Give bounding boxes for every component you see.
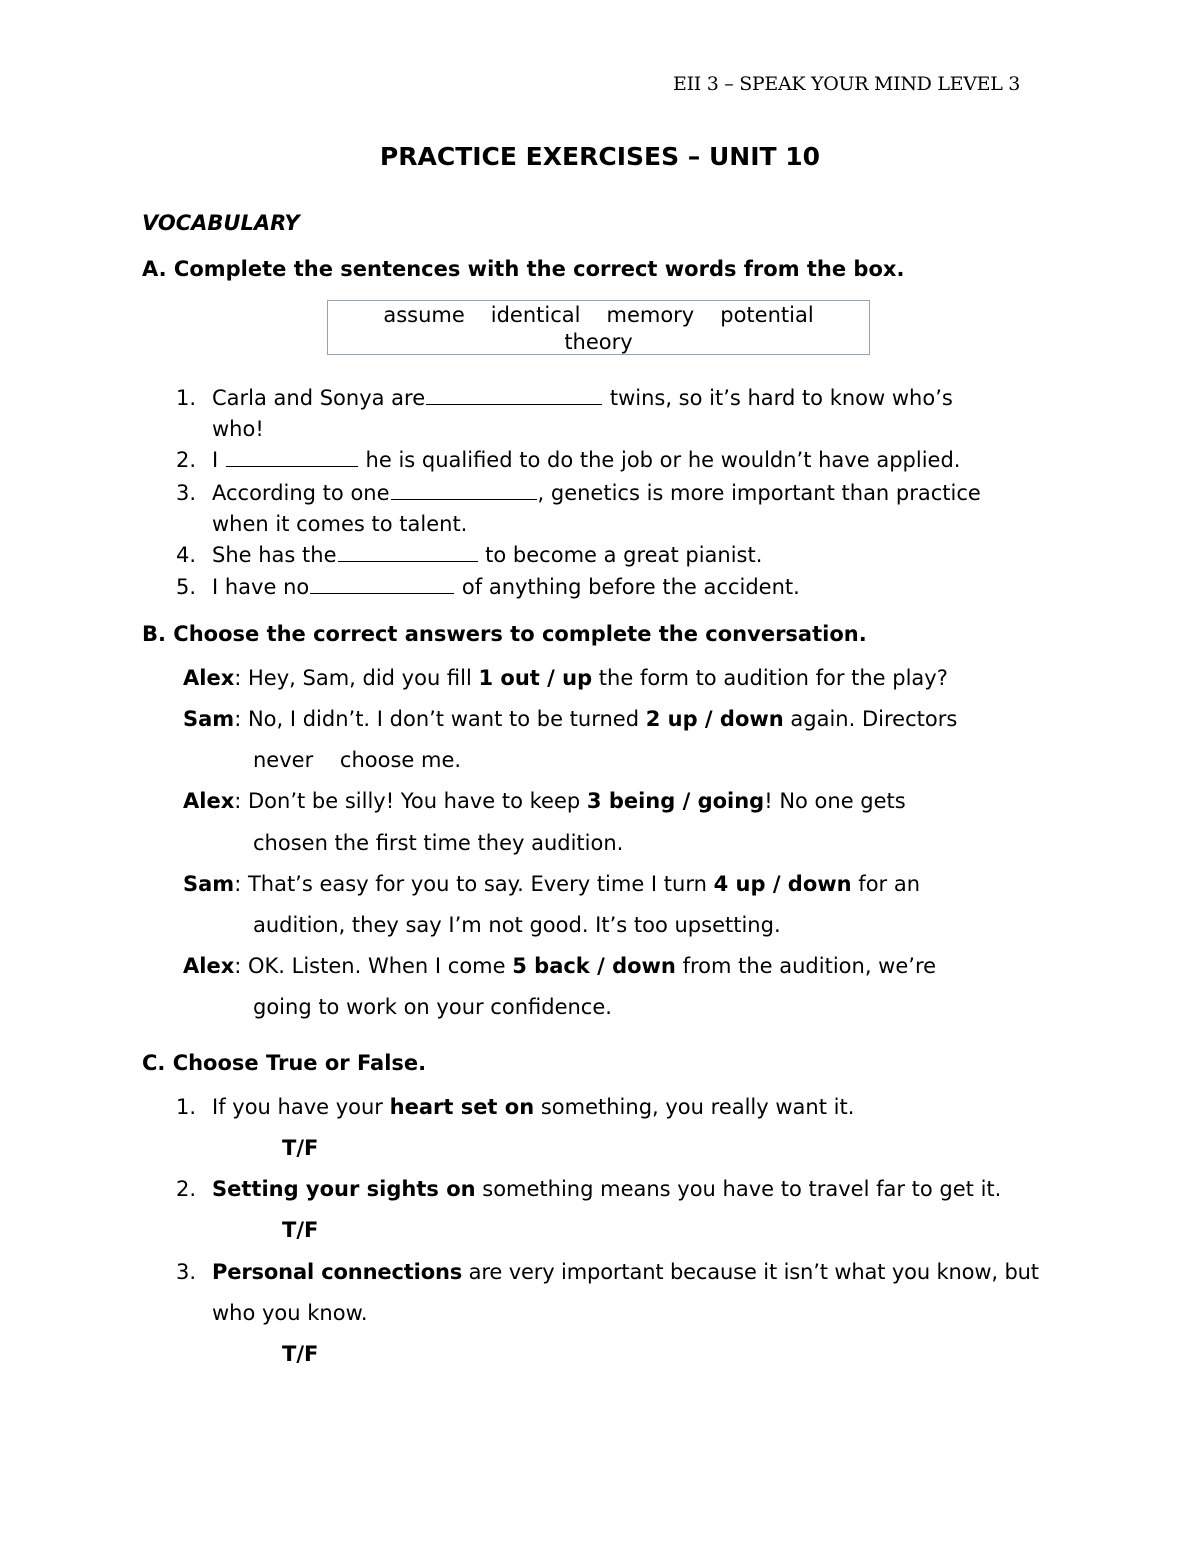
answer-choice[interactable]: 3 being / going xyxy=(586,789,765,813)
dialogue-line: Sam: That’s easy for you to say. Every time I turn 4 up / down for an xyxy=(183,872,921,896)
answer-blank[interactable] xyxy=(338,560,478,562)
speaker-name: Sam xyxy=(183,707,235,731)
section-c-heading: C. Choose True or False. xyxy=(142,1051,427,1075)
item-number: 3. xyxy=(176,481,197,505)
dialogue-continuation: never choose me. xyxy=(253,748,462,772)
list-item: She has the to become a great pianist. xyxy=(212,543,763,567)
speaker-name: Alex xyxy=(183,789,235,813)
dialogue-line: Alex: Hey, Sam, did you fill 1 out / up the form to audition for the play? xyxy=(183,666,948,690)
item-number: 2. xyxy=(176,448,197,472)
list-item: I have no of anything before the accident. xyxy=(212,575,800,599)
item-number: 4. xyxy=(176,543,197,567)
item-number: 2. xyxy=(176,1177,197,1201)
page-title: PRACTICE EXERCISES – UNIT 10 xyxy=(379,142,821,171)
answer-blank[interactable] xyxy=(310,592,454,594)
speaker-name: Alex xyxy=(183,954,235,978)
answer-choice[interactable]: 1 out / up xyxy=(478,666,593,690)
word-memory: memory xyxy=(606,303,695,327)
list-item: According to one , genetics is more important than practice xyxy=(212,481,981,505)
word-theory: theory xyxy=(564,330,633,354)
item-number: 1. xyxy=(176,386,197,410)
answer-blank[interactable] xyxy=(391,498,537,500)
list-item: Personal connections are very important because it isn’t what you know, but xyxy=(212,1260,1039,1284)
dialogue-continuation: chosen the first time they audition. xyxy=(253,831,624,855)
item-number: 3. xyxy=(176,1260,197,1284)
item-number: 1. xyxy=(176,1095,197,1119)
speaker-name: Alex xyxy=(183,666,235,690)
dialogue-line: Alex: Don’t be silly! You have to keep 3 being / going! No one gets xyxy=(183,789,906,813)
word-identical: identical xyxy=(490,303,581,327)
page-header: EII 3 – SPEAK YOUR MIND LEVEL 3 xyxy=(673,73,1021,95)
section-a-heading: A. Complete the sentences with the correct words from the box. xyxy=(142,257,905,281)
vocabulary-heading: VOCABULARY xyxy=(142,211,300,235)
list-item-continuation: when it comes to talent. xyxy=(212,512,468,536)
true-false-choice[interactable]: T/F xyxy=(282,1342,319,1366)
answer-choice[interactable]: 2 up / down xyxy=(645,707,784,731)
speaker-name: Sam xyxy=(183,872,235,896)
answer-blank[interactable] xyxy=(226,465,358,467)
list-item: Carla and Sonya are twins, so it’s hard to know who’s xyxy=(212,386,953,410)
true-false-choice[interactable]: T/F xyxy=(282,1136,319,1160)
word-box xyxy=(327,300,870,355)
answer-choice[interactable]: 4 up / down xyxy=(713,872,852,896)
answer-blank[interactable] xyxy=(426,403,602,405)
dialogue-continuation: audition, they say I’m not good. It’s too upsetting. xyxy=(253,913,781,937)
list-item-continuation: who you know. xyxy=(212,1301,368,1325)
dialogue-continuation: going to work on your confidence. xyxy=(253,995,612,1019)
word-assume: assume xyxy=(383,303,465,327)
item-number: 5. xyxy=(176,575,197,599)
list-item: If you have your heart set on something, you really want it. xyxy=(212,1095,855,1119)
true-false-choice[interactable]: T/F xyxy=(282,1218,319,1242)
list-item: I he is qualified to do the job or he wouldn’t have applied. xyxy=(212,448,961,472)
dialogue-line: Sam: No, I didn’t. I don’t want to be turned 2 up / down again. Directors xyxy=(183,707,958,731)
answer-choice[interactable]: 5 back / down xyxy=(512,954,676,978)
list-item-continuation: who! xyxy=(212,417,264,441)
dialogue-line: Alex: OK. Listen. When I come 5 back / down from the audition, we’re xyxy=(183,954,937,978)
section-b-heading: B. Choose the correct answers to complete the conversation. xyxy=(142,622,867,646)
word-potential: potential xyxy=(720,303,814,327)
list-item: Setting your sights on something means you have to travel far to get it. xyxy=(212,1177,1002,1201)
